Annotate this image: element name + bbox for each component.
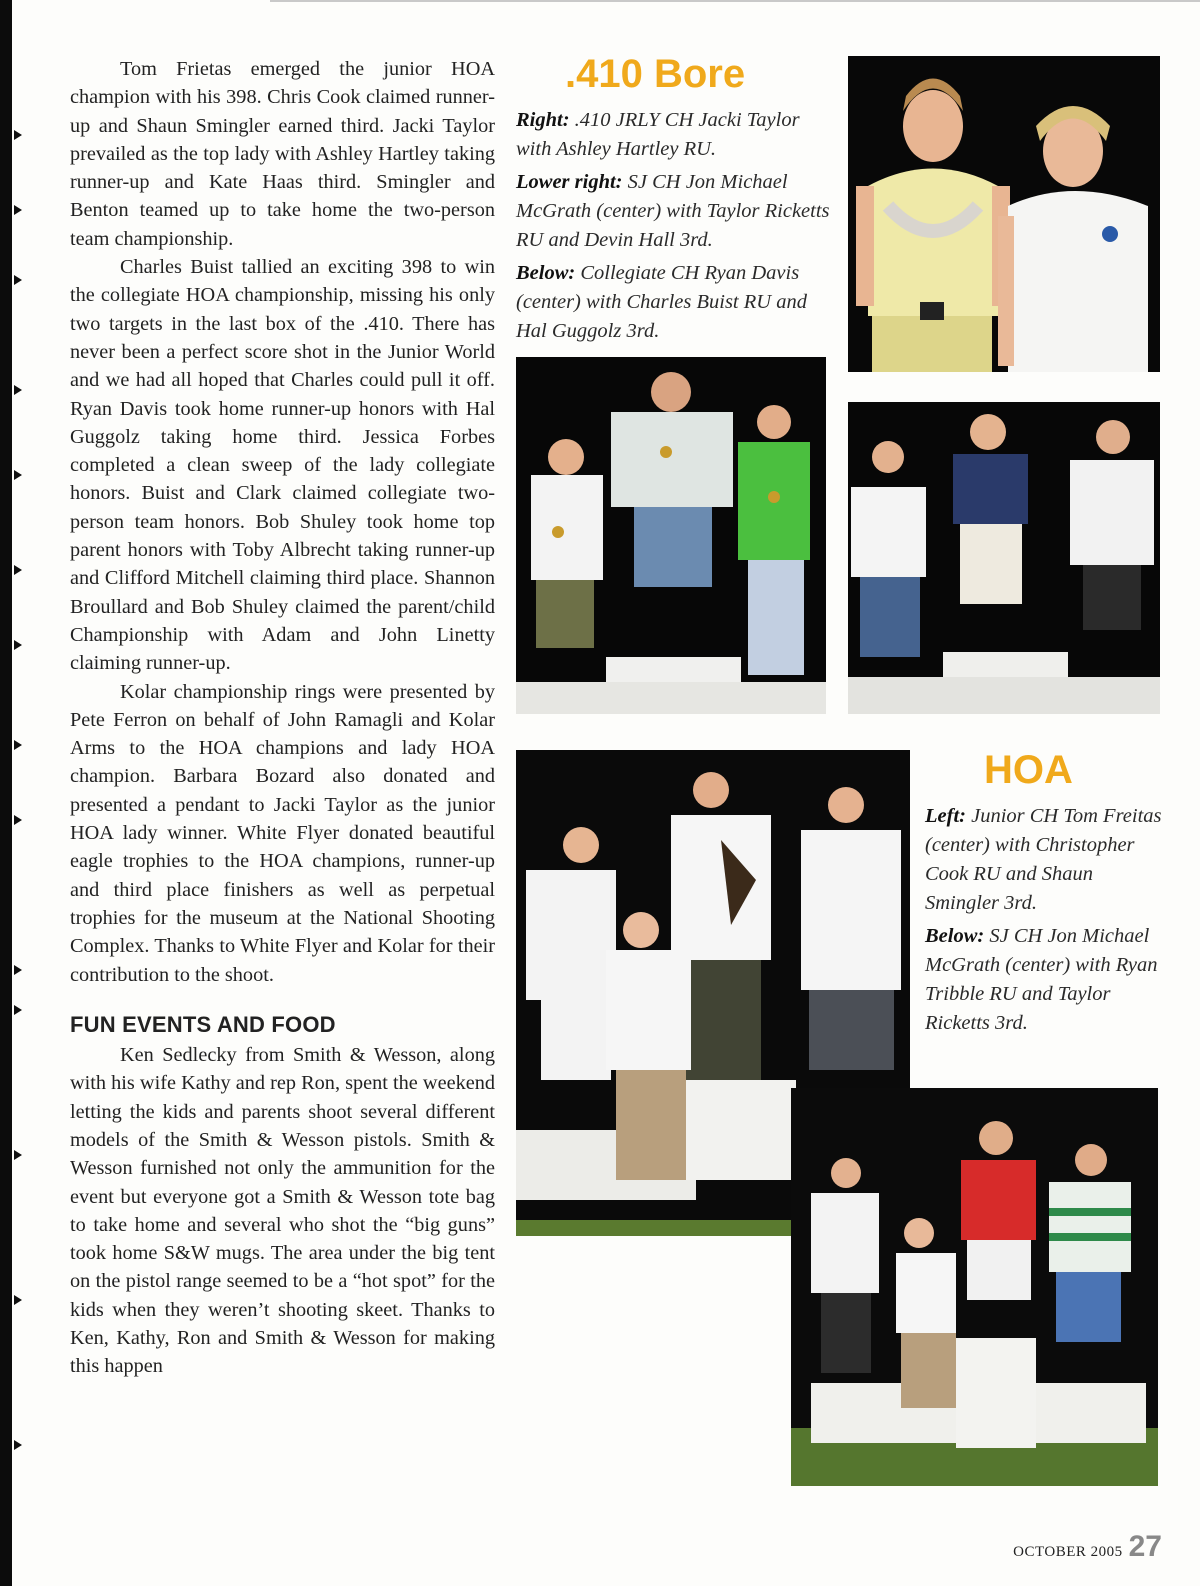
page-footer [1013,1530,1162,1564]
scan-edge [0,0,12,1586]
scan-tick [14,275,22,285]
caption-text: Junior CH Tom Freitas (center) with Christopher Cook RU and Shaun Smingler 3rd. [925,805,1162,914]
article-paragraph: Tom Frietas emerged the junior HOA champion with his 398. Chris Cook claimed runner-up and Shaun Smingler earned third. Jacki Taylor prevailed as the top lady with Ashley Hartley taking runner-up and Kate Haas third. Smingler and Benton teamed up to take home the two-person team championship. [70,58,495,250]
bore-caption-below [516,259,831,346]
caption-label: Below: [516,262,576,284]
bore-caption-right [516,106,831,164]
scan-tick [14,385,22,395]
caption-text: SJ CH Jon Michael McGrath (center) with Taylor Ricketts RU and Devin Hall 3rd. [516,171,830,251]
scan-tick [14,565,22,575]
caption-text: SJ CH Jon Michael McGrath (center) with Ryan Tribble RU and Taylor Ricketts 3rd. [925,925,1158,1034]
article-paragraph: Charles Buist tallied an exciting 398 to win the collegiate HOA championship, missing his only two targets in the last box of the .410. There has never been a perfect score shot in the Junior World and we had all hoped that Charles could pull it off. Ryan Davis took home runner-up honors with Hal Guggolz taking home third. Jessica Forbes completed a clean sweep of the lady collegiate honors. Buist and Clark claimed collegiate two-person team honors. Bob Shuley took home top parent honors with Toby Albrecht taking runner-up and Clifford Mitchell claiming third place. Shannon Broullard and Bob Shuley claimed the parent/child Championship with Adam and John Linetty claiming runner-up. [70,256,495,675]
caption-label: Left: [925,805,966,827]
scan-tick [14,130,22,140]
scan-tick [14,1440,22,1450]
page-number: 27 [1128,1530,1162,1563]
fun-events-heading: FUN EVENTS AND FOOD [70,1011,336,1037]
hoa-caption-below [925,922,1165,1038]
top-rule [270,0,1200,2]
issue-date: OCTOBER 2005 [1013,1544,1123,1560]
caption-label: Right: [516,109,570,131]
scan-tick [14,740,22,750]
bore-section-title: .410 Bore [565,52,746,96]
caption-text: Collegiate CH Ryan Davis (center) with Charles Buist RU and Hal Guggolz 3rd. [516,262,807,342]
hoa-caption-left [925,802,1165,918]
scan-tick [14,205,22,215]
photo-collegiate-podium [516,357,826,714]
photo-hoa-sub-junior-podium [791,1088,1158,1486]
caption-text: .410 JRLY CH Jacki Taylor with Ashley Hartley RU. [516,109,800,160]
article-paragraph: Ken Sedlecky from Smith & Wesson, along with his wife Kathy and rep Ron, spent the weekend letting the kids and parents shoot several different models of the Smith & Wesson pistols. Smith & Wesson furnished not only the ammunition for the event but everyone got a Smith & Wesson tote bag to take home and several who shot the “big guns” took home S&W mugs. The area under the big tent on the pistol range seemed to be a “hot spot” for the kids when they weren’t shooting skeet. Thanks to Ken, Kathy, Ron and Smith & Wesson for making this happen [70,1044,495,1378]
bore-caption-lower-right [516,168,831,255]
article-paragraph: Kolar championship rings were presented by Pete Ferron on behalf of John Ramagli and Kolar Arms to the HOA champions and lady HOA champion. Barbara Bozard also donated and presented a pendant to Jacki Taylor as the junior HOA lady winner. White Flyer donated beautiful eagle trophies to the HOA champions, runner-up and third place finishers as well as perpetual trophies for the museum at the National Shooting Complex. Thanks to White Flyer and Kolar for their contribution to the shoot. [70,680,495,986]
scan-tick [14,470,22,480]
caption-label: Below: [925,925,985,947]
hoa-section-title: HOA [984,748,1073,792]
scan-tick [14,1295,22,1305]
bore-captions [516,106,831,350]
scan-tick [14,965,22,975]
photo-sub-junior-podium [848,402,1160,714]
photo-lady-champions [848,56,1160,372]
scan-tick [14,1150,22,1160]
scan-tick [14,815,22,825]
scan-tick [14,640,22,650]
article-column [70,55,495,1381]
scan-tick [14,1005,22,1015]
caption-label: Lower right: [516,171,623,193]
hoa-captions [925,802,1165,1042]
